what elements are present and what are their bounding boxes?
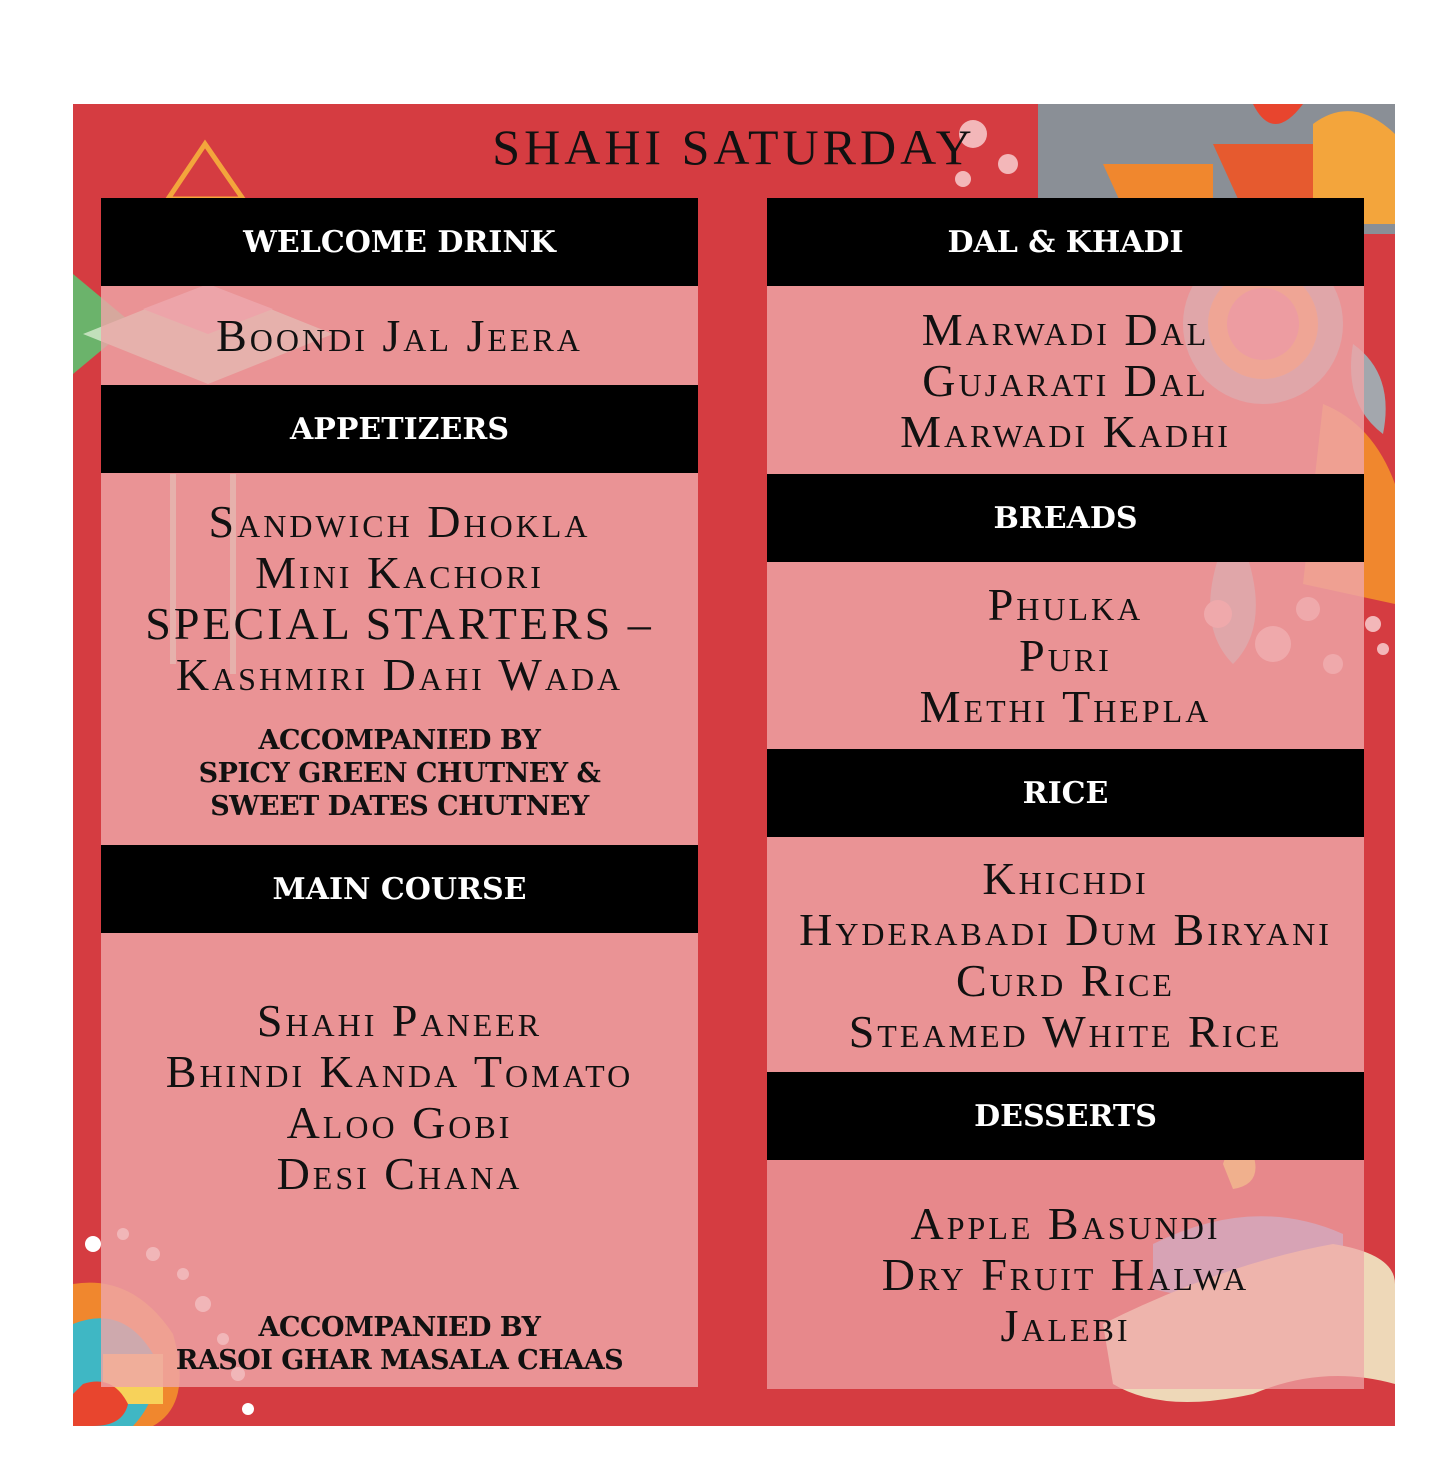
menu-column-right <box>767 198 1364 1389</box>
section-header-welcome-drink: WELCOME DRINK <box>101 198 698 286</box>
accompaniment-note: SPICY GREEN CHUTNEY & <box>198 757 601 789</box>
menu-item: Sandwich Dhokla <box>208 495 591 547</box>
accompaniment-note: ACCOMPANIED BY <box>258 1312 541 1343</box>
menu-item: Marwadi Kadhi <box>900 405 1231 457</box>
menu-item: Steamed White Rice <box>848 1005 1283 1057</box>
menu-item: Phulka <box>987 579 1144 630</box>
section-breads <box>767 562 1364 749</box>
menu-item: Hyderabadi Dum Biryani <box>799 903 1332 955</box>
menu-item: Apple Basundi <box>910 1198 1221 1249</box>
menu-title: SHAHI SATURDAY <box>492 119 976 175</box>
section-header-rice: RICE <box>767 749 1364 837</box>
section-header-breads: BREADS <box>767 474 1364 562</box>
menu-item: Dry Fruit Halwa <box>881 1249 1250 1300</box>
menu-item: Gujarati Dal <box>922 354 1209 406</box>
accompaniment-note: SWEET DATES CHUTNEY <box>210 790 589 822</box>
accompaniment-note: RASOI GHAR MASALA CHAAS <box>175 1345 624 1376</box>
menu-poster <box>73 104 1395 1426</box>
section-header-main-course: MAIN COURSE <box>101 845 698 933</box>
accompaniment-note: ACCOMPANIED BY <box>258 724 541 756</box>
menu-item: Aloo Gobi <box>286 1097 513 1148</box>
main-course-note <box>101 1311 698 1377</box>
menu-item: Boondi Jal Jeera <box>216 310 583 361</box>
menu-item: Mini Kachori <box>255 546 544 598</box>
menu-item: SPECIAL STARTERS – <box>145 597 654 649</box>
menu-item: Puri <box>1019 630 1112 681</box>
section-dal-khadi <box>767 286 1364 474</box>
menu-item: Bhindi Kanda Tomato <box>165 1046 634 1097</box>
section-header-dal-khadi: DAL & KHADI <box>767 198 1364 286</box>
menu-item: Desi Chana <box>276 1148 523 1199</box>
menu-item: Jalebi <box>1000 1300 1131 1351</box>
menu-item: Kashmiri Dahi Wada <box>175 648 624 700</box>
menu-column-left <box>101 198 698 1387</box>
section-header-desserts: DESSERTS <box>767 1072 1364 1160</box>
section-appetizers <box>101 473 698 845</box>
menu-item: Khichdi <box>982 852 1149 904</box>
section-desserts <box>767 1160 1364 1389</box>
menu-item: Methi Thepla <box>919 681 1212 732</box>
main-course-items <box>101 995 698 1199</box>
section-header-appetizers: APPETIZERS <box>101 385 698 473</box>
section-rice <box>767 837 1364 1072</box>
section-welcome-drink <box>101 286 698 385</box>
menu-item: Marwadi Dal <box>921 303 1210 355</box>
menu-item: Shahi Paneer <box>256 995 543 1046</box>
menu-item: Curd Rice <box>956 954 1175 1006</box>
section-main-course <box>101 933 698 1387</box>
